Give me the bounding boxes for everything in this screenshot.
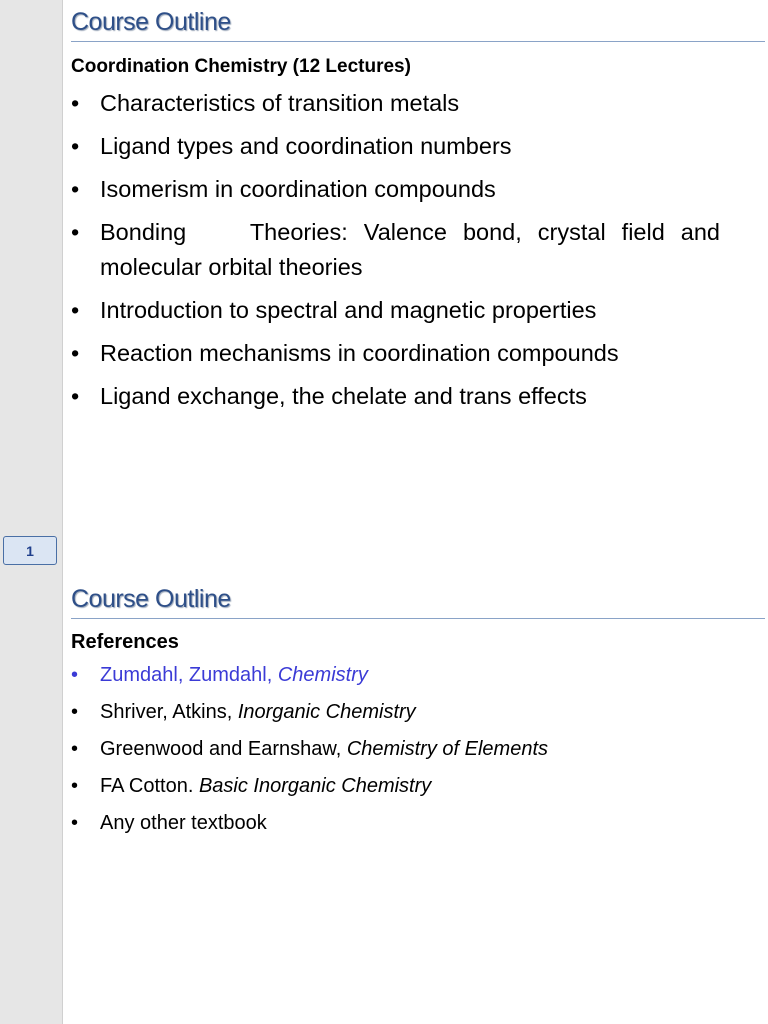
- reference-book-title: Chemistry: [277, 664, 368, 686]
- bullet-icon: •: [71, 701, 79, 723]
- list-item-text: Characteristics of transition metals: [100, 90, 460, 116]
- bullet-icon: •: [71, 775, 79, 797]
- list-item: [71, 336, 764, 371]
- list-item: [71, 379, 764, 414]
- list-item: [71, 293, 764, 328]
- list-item-text: Bonding Theories: Valence bond, crystal field and molecular orbital theories: [100, 219, 734, 280]
- reference-item: [71, 772, 764, 800]
- list-item: [71, 172, 764, 207]
- list-item-text: Isomerism in coordination compounds: [100, 176, 496, 202]
- list-item-text: Ligand types and coordination numbers: [100, 133, 512, 159]
- reference-item: [71, 698, 764, 726]
- slide-1: [71, 8, 764, 414]
- slide-title: Course Outline: [71, 585, 765, 619]
- page-number-badge[interactable]: 1: [3, 536, 57, 565]
- reference-authors: Zumdahl, Zumdahl,: [100, 664, 278, 686]
- bullet-icon: •: [71, 383, 80, 409]
- reference-item-link[interactable]: [71, 661, 764, 689]
- bullet-icon: •: [71, 176, 80, 202]
- topic-list: [71, 86, 764, 414]
- bullet-icon: •: [71, 90, 80, 116]
- reference-authors: Any other textbook: [100, 812, 267, 834]
- left-thumbnail-strip: [0, 0, 63, 1024]
- list-item-text: Ligand exchange, the chelate and trans effects: [100, 383, 587, 409]
- reference-authors: Greenwood and Earnshaw,: [100, 738, 347, 760]
- reference-book-title: Chemistry of Elements: [346, 738, 548, 760]
- bullet-icon: •: [71, 812, 79, 834]
- list-item: [71, 215, 734, 285]
- reference-item: [71, 735, 764, 763]
- reference-authors: FA Cotton.: [100, 775, 199, 797]
- slide-subtitle: Coordination Chemistry (12 Lectures): [71, 56, 411, 77]
- list-item-text: Introduction to spectral and magnetic properties: [100, 297, 597, 323]
- list-item: [71, 86, 764, 121]
- reference-book-title: Basic Inorganic Chemistry: [198, 775, 432, 797]
- reference-book-title: Inorganic Chemistry: [237, 701, 416, 723]
- slide-title: Course Outline: [71, 8, 765, 42]
- reference-item: [71, 809, 764, 837]
- bullet-icon: •: [71, 133, 80, 159]
- bullet-icon: •: [71, 340, 80, 366]
- bullet-icon: •: [71, 664, 79, 686]
- reference-authors: Shriver, Atkins,: [100, 701, 238, 723]
- bullet-icon: •: [71, 738, 79, 760]
- list-item: [71, 129, 764, 164]
- slide-2: [71, 585, 764, 837]
- bullet-icon: •: [71, 219, 80, 245]
- bullet-icon: •: [71, 297, 80, 323]
- slide-subtitle: References: [71, 631, 179, 653]
- reference-list: [71, 661, 764, 837]
- list-item-text: Reaction mechanisms in coordination compounds: [100, 340, 619, 366]
